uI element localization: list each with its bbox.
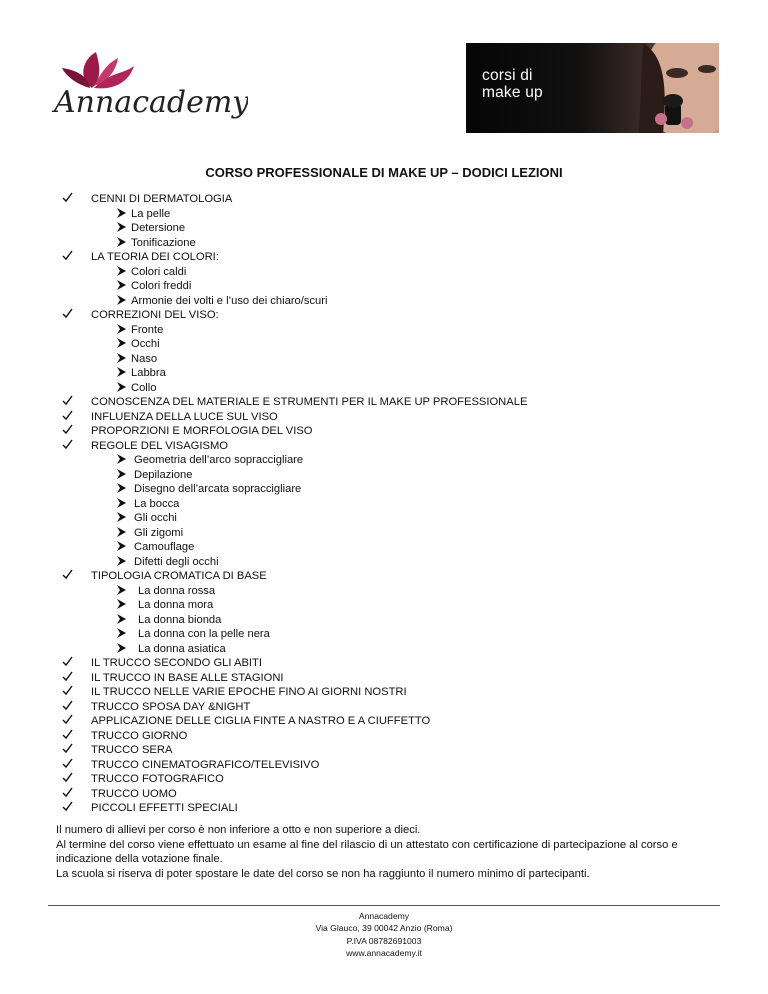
outline-subitem [62,613,722,628]
outline-item [62,250,722,265]
outline-item-label: IL TRUCCO IN BASE ALLE STAGIONI [91,671,284,684]
arrow-bullet-icon [117,627,126,642]
check-icon [62,671,76,687]
arrow-bullet-icon [117,236,126,251]
arrow-bullet-icon [117,381,126,396]
outline-subitem-label: La donna rossa [138,584,216,597]
outline-subitem-label: Geometria dell’arco sopraccigliare [134,454,304,466]
course-info [56,823,736,881]
outline-subitem-label: Detersione [131,222,186,234]
check-icon [62,743,76,759]
outline-item-label: TRUCCO SPOSA DAY &NIGHT [91,700,251,713]
outline-item-label: TRUCCO CINEMATOGRAFICO/TELEVISIVO [91,758,320,771]
outline-item [62,772,722,787]
arrow-bullet-icon [117,555,126,570]
arrow-bullet-icon [117,497,126,512]
outline-item-label: TRUCCO UOMO [91,787,177,800]
outline-subitem [62,366,722,381]
outline-item [62,192,722,207]
outline-item-label: APPLICAZIONE DELLE CIGLIA FINTE A NASTRO E A CIUFFETTO [91,715,431,727]
outline-item [62,439,722,454]
outline-subitem-label: La donna asiatica [138,642,226,655]
outline-item-label: CORREZIONI DEL VISO: [91,309,219,321]
outline-subitem [62,497,722,512]
info-paragraph-3: La scuola si riserva di poter spostare le date del corso se non ha raggiunto il numero minimo di partecipanti. [56,867,590,880]
logo-leaf-icon [48,42,248,122]
outline-item [62,743,722,758]
footer-website: www.annacademy.it [346,947,422,958]
check-icon [62,729,76,745]
banner-line-2: make up [482,84,543,101]
outline-subitem [62,540,722,555]
arrow-bullet-icon [117,207,126,222]
check-icon [62,250,76,266]
outline-subitem-label: La donna mora [138,599,214,611]
outline-item [62,685,722,700]
outline-subitem [62,236,722,251]
outline-item [62,424,722,439]
info-paragraph-1: Il numero di allievi per corso è non inferiore a otto e non superiore a dieci. [56,824,421,836]
outline-subitem [62,642,722,657]
page-title: CORSO PROFESSIONALE DI MAKE UP – DODICI LEZIONI [205,165,563,180]
arrow-bullet-icon [117,366,126,381]
annacademy-logo [48,42,248,122]
make-up-banner [466,43,719,133]
outline-subitem-label: Collo [131,381,157,394]
check-icon [62,395,76,411]
outline-item-label: TRUCCO FOTOGRAFICO [91,773,224,785]
outline-subitem-label: Colori caldi [131,265,187,278]
arrow-bullet-icon [117,540,126,555]
check-icon [62,439,76,455]
outline-item-label: IL TRUCCO SECONDO GLI ABITI [91,657,262,669]
check-icon [62,192,76,208]
footer-divider [48,905,720,906]
outline-item-label: CENNI DI DERMATOLOGIA [91,193,233,205]
check-icon [62,714,76,730]
arrow-bullet-icon [117,279,126,294]
arrow-bullet-icon [117,642,126,657]
check-icon [62,685,76,701]
outline-item [62,671,722,686]
outline-item [62,569,722,584]
outline-subitem [62,221,722,236]
footer-address: Via Glauco, 39 00042 Anzio (Roma) [315,923,453,934]
outline-subitem-label: La bocca [134,497,180,510]
outline-subitem-label: Occhi [131,338,160,350]
outline-subitem [62,526,722,541]
arrow-bullet-icon [117,511,126,526]
outline-subitem-label: Armonie dei volti e l’uso dei chiaro/scuri [131,294,328,307]
check-icon [62,308,76,324]
banner-text [482,67,543,101]
outline-item-label: TIPOLOGIA CROMATICA DI BASE [91,570,267,582]
outline-item [62,410,722,425]
arrow-bullet-icon [117,598,126,613]
outline-item-label: TRUCCO SERA [91,744,173,756]
outline-subitem-label: Depilazione [134,468,193,481]
outline-subitem-label: Labbra [131,367,166,379]
arrow-bullet-icon [117,323,126,338]
outline-subitem [62,584,722,599]
outline-item-label: CONOSCENZA DEL MATERIALE E STRUMENTI PER IL MAKE UP PROFESSIONALE [91,396,528,408]
check-icon [62,569,76,585]
arrow-bullet-icon [117,468,126,483]
info-paragraph-2: Al termine del corso viene effettuato un esame al fine del rilascio di un attestato con certificazione di partecipazione al corso e indicazione della votazione finale. [56,838,678,866]
footer-name: Annacademy [358,911,410,921]
outline-subitem-label: Colori freddi [131,280,192,292]
outline-item-label: LA TEORIA DEI COLORI: [91,251,219,263]
outline-subitem-label: Disegno dell’arcata sopraccigliare [134,483,302,495]
check-icon [62,410,76,426]
arrow-bullet-icon [117,221,126,236]
outline-subitem [62,381,722,396]
check-icon [62,656,76,672]
outline-item-label: TRUCCO GIORNO [91,729,188,742]
arrow-bullet-icon [117,352,126,367]
outline-item [62,787,722,802]
outline-subitem [62,453,722,468]
outline-item [62,758,722,773]
outline-subitem [62,265,722,280]
outline-subitem-label: Gli occhi [134,512,177,524]
outline-subitem [62,468,722,483]
arrow-bullet-icon [117,482,126,497]
arrow-bullet-icon [117,613,126,628]
outline-subitem-label: La donna con la pelle nera [138,628,270,640]
banner-line-1: corsi di [482,67,533,84]
outline-item-label: REGOLE DEL VISAGISMO [91,439,228,452]
outline-subitem [62,555,722,570]
arrow-bullet-icon [117,526,126,541]
outline-item [62,700,722,715]
outline-item [62,729,722,744]
check-icon [62,758,76,774]
outline-subitem-label: La donna bionda [138,613,222,626]
arrow-bullet-icon [117,584,126,599]
footer-vat: P.IVA 08782691003 [346,935,422,946]
arrow-bullet-icon [117,294,126,309]
footer [0,910,768,959]
check-icon [62,772,76,788]
outline-subitem-label: Fronte [131,323,164,336]
outline-item [62,801,722,816]
outline-subitem [62,627,722,642]
outline-item [62,714,722,729]
check-icon [62,801,76,817]
outline-subitem [62,323,722,338]
outline-subitem [62,279,722,294]
arrow-bullet-icon [117,337,126,352]
outline-subitem [62,482,722,497]
arrow-bullet-icon [117,453,126,468]
logo-text: Annacademy [54,85,248,120]
course-outline [62,192,722,816]
model-face-image [599,43,719,133]
outline-subitem [62,294,722,309]
outline-subitem-label: Gli zigomi [134,526,184,539]
outline-subitem-label: Naso [131,352,158,365]
outline-subitem-label: Tonificazione [131,236,196,249]
outline-item [62,656,722,671]
check-icon [62,700,76,716]
outline-subitem [62,511,722,526]
outline-item-label: INFLUENZA DELLA LUCE SUL VISO [91,410,278,423]
outline-item [62,308,722,323]
outline-item-label: PROPORZIONI E MORFOLOGIA DEL VISO [91,425,313,437]
outline-item-label: PICCOLI EFFETTI SPECIALI [91,802,238,814]
outline-subitem-label: La pelle [131,207,171,220]
check-icon [62,787,76,803]
outline-subitem [62,598,722,613]
outline-subitem [62,337,722,352]
arrow-bullet-icon [117,265,126,280]
outline-subitem-label: Camouflage [134,541,195,553]
outline-subitem [62,352,722,367]
check-icon [62,424,76,440]
outline-subitem [62,207,722,222]
outline-subitem-label: Difetti degli occhi [134,555,219,568]
outline-item-label: IL TRUCCO NELLE VARIE EPOCHE FINO AI GIORNI NOSTRI [91,686,407,698]
outline-item [62,395,722,410]
